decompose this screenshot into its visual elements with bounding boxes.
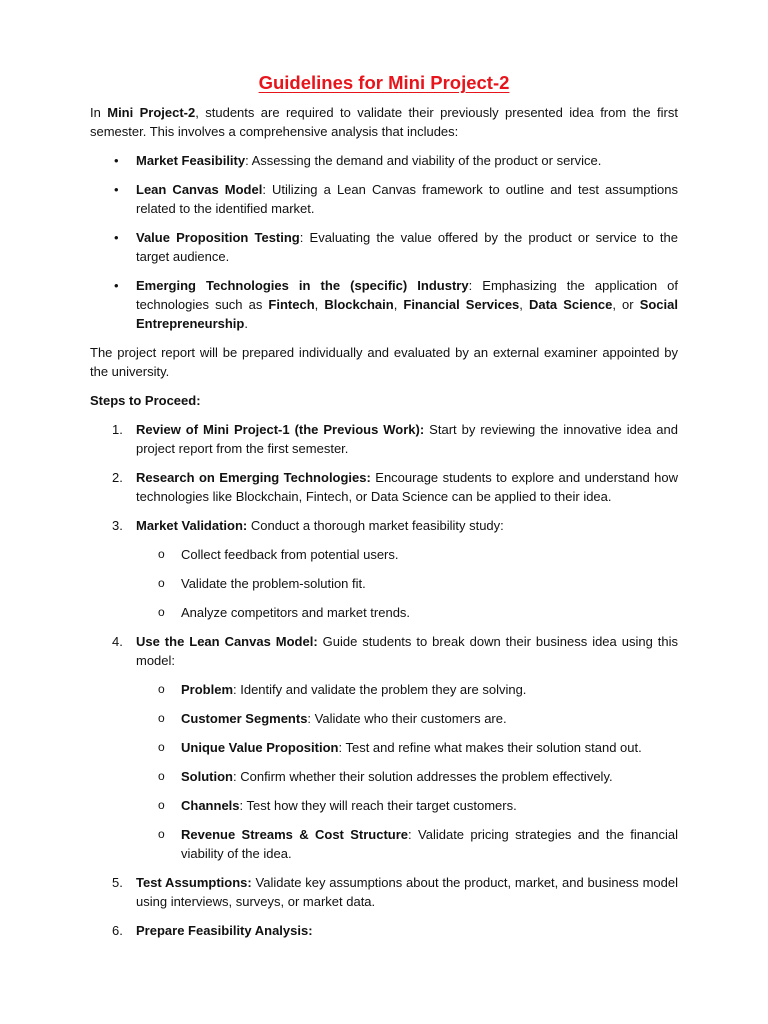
bullet-term: Value Proposition Testing <box>136 230 300 245</box>
bullet-item-technologies <box>90 276 678 333</box>
sub-item <box>136 545 678 564</box>
separator: , or <box>612 297 640 312</box>
sub-term: Problem <box>181 682 234 697</box>
step-number: 3. <box>112 518 123 533</box>
market-validation-sublist <box>136 545 678 622</box>
step-number: 1. <box>112 422 123 437</box>
step-number: 4. <box>112 634 123 649</box>
lean-canvas-sublist <box>136 680 678 863</box>
bullet-icon: • <box>114 153 119 168</box>
bullet-icon: • <box>114 230 119 245</box>
tech-data-science: Data Science <box>528 297 613 312</box>
step-number: 5. <box>112 875 123 890</box>
sub-item <box>136 603 678 622</box>
step-item <box>90 632 678 863</box>
sub-item <box>136 767 678 786</box>
circle-bullet-icon: o <box>158 798 165 812</box>
sub-text: : Confirm whether their solution addresses the problem effectively. <box>233 769 613 784</box>
bullet-item <box>90 180 678 218</box>
period: . <box>244 316 248 331</box>
sub-item <box>136 680 678 699</box>
tech-financial-services: Financial Services <box>403 297 520 312</box>
step-text: Conduct a thorough market feasibility study: <box>247 518 504 533</box>
step-title: Review of Mini Project-1 (the Previous Work): <box>136 422 425 437</box>
sub-text: Validate the problem-solution fit. <box>181 576 366 591</box>
step-title: Prepare Feasibility Analysis: <box>136 923 313 938</box>
step-title: Research on Emerging Technologies: <box>136 470 371 485</box>
sub-text: : Validate pricing strategies and the financial viability of the idea. <box>181 827 678 861</box>
step-text: Encourage students to explore and understand how technologies like Blockchain, Fintech, or Data Science can be applied to their idea. <box>136 470 678 504</box>
step-text: Validate key assumptions about the product, market, and business model using interviews, surveys, or market data. <box>136 875 678 909</box>
circle-bullet-icon: o <box>158 740 165 754</box>
sub-item <box>136 738 678 757</box>
sub-text: : Test how they will reach their target customers. <box>239 798 517 813</box>
analysis-bullet-list <box>90 151 678 333</box>
separator: , <box>314 297 325 312</box>
sub-term: Solution <box>181 769 233 784</box>
bullet-term: Emerging Technologies in the (specific) Industry <box>136 278 469 293</box>
document-body <box>90 103 678 950</box>
step-number: 6. <box>112 923 123 938</box>
sub-term: Customer Segments <box>181 711 308 726</box>
circle-bullet-icon: o <box>158 769 165 783</box>
bullet-text: : Emphasizing the application of technologies such as <box>136 278 678 312</box>
intro-text-post: , students are required to validate their previously presented idea from the first semester. This involves a comprehensive analysis that includes: <box>90 105 678 139</box>
steps-list <box>90 420 678 940</box>
sub-text: Analyze competitors and market trends. <box>181 605 411 620</box>
sub-item <box>136 825 678 863</box>
steps-heading: Steps to Proceed: <box>90 393 201 408</box>
step-text: Start by reviewing the innovative idea and project report from the first semester. <box>136 422 678 456</box>
report-paragraph: The project report will be prepared individually and evaluated by an external examiner appointed by the university. <box>90 345 678 379</box>
intro-text-pre: In <box>90 105 108 120</box>
sub-text: : Identify and validate the problem they are solving. <box>233 682 527 697</box>
intro-paragraph <box>90 103 678 141</box>
tech-social-entrepreneurship: Social Entrepreneurship <box>136 297 678 331</box>
sub-term: Channels <box>181 798 240 813</box>
circle-bullet-icon: o <box>158 576 165 590</box>
document-title: Guidelines for Mini Project-2 <box>258 72 510 93</box>
circle-bullet-icon: o <box>158 827 165 841</box>
circle-bullet-icon: o <box>158 682 165 696</box>
bullet-text: : Assessing the demand and viability of the product or service. <box>245 153 602 168</box>
sub-text: : Validate who their customers are. <box>307 711 507 726</box>
bullet-text: : Utilizing a Lean Canvas framework to outline and test assumptions related to the identified market. <box>136 182 679 216</box>
step-item <box>90 468 678 506</box>
bullet-term: Lean Canvas Model <box>136 182 263 197</box>
step-title: Test Assumptions: <box>136 875 252 890</box>
tech-blockchain: Blockchain <box>324 297 394 312</box>
step-number: 2. <box>112 470 123 485</box>
step-item <box>90 420 678 458</box>
step-text: Guide students to break down their business idea using this model: <box>136 634 678 668</box>
circle-bullet-icon: o <box>158 547 165 561</box>
step-item <box>90 516 678 622</box>
sub-item <box>136 796 678 815</box>
circle-bullet-icon: o <box>158 605 165 619</box>
sub-term: Revenue Streams & Cost Structure <box>181 827 409 842</box>
step-item <box>90 921 678 940</box>
bullet-item <box>90 228 678 266</box>
sub-term: Unique Value Proposition <box>181 740 339 755</box>
bullet-text: : Evaluating the value offered by the product or service to the target audience. <box>136 230 678 264</box>
bullet-icon: • <box>114 182 119 197</box>
circle-bullet-icon: o <box>158 711 165 725</box>
sub-item <box>136 574 678 593</box>
bullet-term: Market Feasibility <box>136 153 246 168</box>
sub-item <box>136 709 678 728</box>
bullet-icon: • <box>114 278 119 293</box>
separator: , <box>519 297 529 312</box>
step-title: Market Validation: <box>136 518 248 533</box>
tech-fintech: Fintech <box>268 297 315 312</box>
step-title: Use the Lean Canvas Model: <box>136 634 318 649</box>
step-item <box>90 873 678 911</box>
sub-text: Collect feedback from potential users. <box>181 547 399 562</box>
bullet-item <box>90 151 678 170</box>
separator: , <box>393 297 404 312</box>
intro-bold: Mini Project-2 <box>107 105 196 120</box>
sub-text: : Test and refine what makes their solution stand out. <box>338 740 642 755</box>
